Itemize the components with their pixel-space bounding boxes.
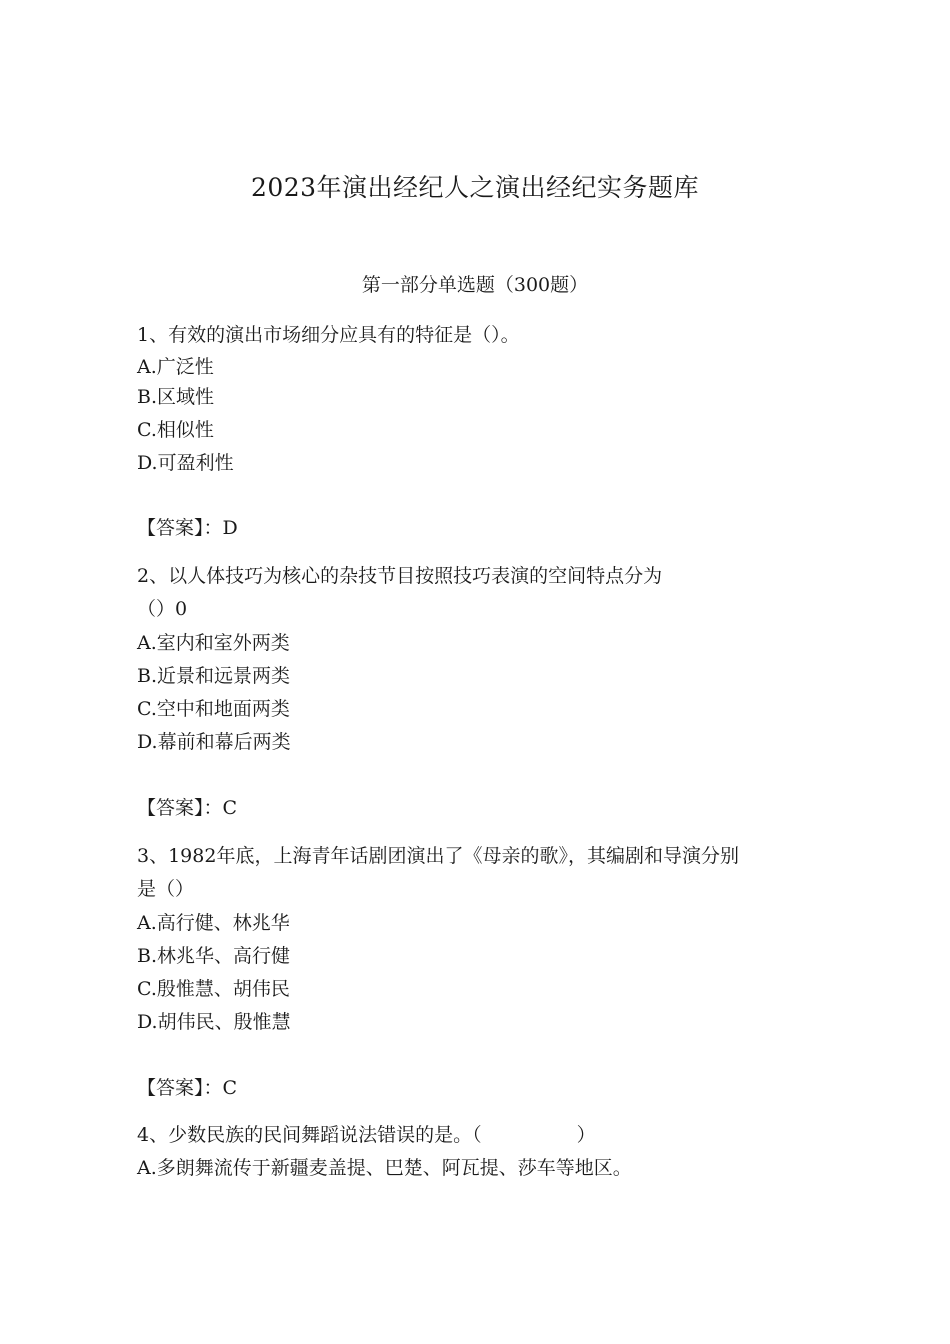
question-1-option-d: D.可盈利性: [137, 452, 234, 474]
question-3-option-c: C.殷惟慧、胡伟民: [137, 978, 290, 1000]
document-title: 2023年演出经纪人之演出经纪实务题库: [250, 173, 700, 202]
question-3-option-d: D.胡伟民、殷惟慧: [137, 1011, 291, 1033]
question-1-option-c: C.相似性: [137, 419, 214, 441]
question-2-answer: 【答案】：C: [137, 797, 238, 819]
question-2-stem-line2: （）0: [137, 598, 188, 620]
question-3-option-b: B.林兆华、高行健: [137, 945, 291, 967]
question-1-stem: 1、有效的演出市场细分应具有的特征是（）。: [137, 324, 520, 346]
question-2-option-c: C.空中和地面两类: [137, 698, 290, 720]
question-3-answer: 【答案】：C: [137, 1077, 238, 1099]
question-2-option-b: B.近景和远景两类: [137, 665, 291, 687]
question-3-stem-line1: 3、1982年底，上海青年话剧团演出了《母亲的歌》，其编剧和导演分别: [137, 845, 739, 867]
question-2-option-a: A.室内和室外两类: [137, 632, 290, 654]
question-3-option-a: A.高行健、林兆华: [137, 912, 290, 934]
question-4-option-a: A.多朗舞流传于新疆麦盖提、巴楚、阿瓦提、莎车等地区。: [137, 1157, 632, 1179]
question-4-stem: 4、少数民族的民间舞蹈说法错误的是。（ ）: [137, 1124, 596, 1146]
question-2-stem-line1: 2、以人体技巧为核心的杂技节目按照技巧表演的空间特点分为: [137, 565, 663, 587]
question-1-option-b: B.区域性: [137, 386, 215, 408]
question-3-stem-line2: 是（）: [137, 878, 195, 900]
question-1-option-a: A.广泛性: [137, 356, 214, 378]
section-title: 第一部分单选题（300题）: [361, 274, 589, 296]
question-2-option-d: D.幕前和幕后两类: [137, 731, 291, 753]
question-1-answer: 【答案】：D: [137, 517, 238, 539]
